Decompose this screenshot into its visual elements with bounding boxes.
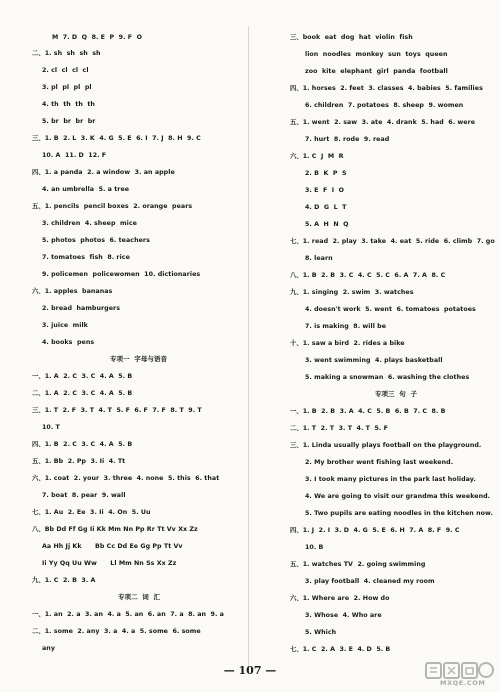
answer-line: 五、1. pencils pencil boxes 2. orange pears xyxy=(32,203,193,210)
answer-line: 7. is making 8. will be xyxy=(305,323,387,330)
answer-line: 8. learn xyxy=(305,255,333,262)
answer-line: 9. policemen policewomen 10. dictionaries xyxy=(42,271,201,278)
answer-line: 3. I took many pictures in the park last holiday. xyxy=(305,476,476,483)
column-divider xyxy=(248,26,249,666)
answer-line: 九、1. singing 2. swim 3. watches xyxy=(290,289,414,296)
answer-line: 3. Whose 4. Who are xyxy=(305,612,382,619)
answer-line: 一、1. B 2. B 3. A 4. C 5. B 6. B 7. C 8. B xyxy=(290,408,446,415)
answer-line: 三、1. T 2. F 3. T 4. T 5. F 6. F 7. F 8. T 9. T xyxy=(32,407,202,414)
answer-line: 八、Bb Dd Ff Gg Ii Kk Mm Nn Pp Rr Tt Vv Xx Zz xyxy=(32,526,198,533)
answer-line: 六、1. apples bananas xyxy=(32,288,113,295)
answer-line: 七、1. Au 2. Ee 3. Ii 4. On 5. Uu xyxy=(32,509,151,516)
answer-line: 4. books pens xyxy=(42,339,95,346)
answer-line: 4. th th th th xyxy=(42,101,95,108)
answer-line: 6. children 7. potatoes 8. sheep 9. women xyxy=(305,102,464,109)
answer-line: 一、1. an 2. a 3. an 4. a 5. an 6. an 7. a 8. an 9. a xyxy=(32,611,224,618)
answer-line: 三、book eat dog hat violin fish xyxy=(290,34,413,41)
answer-line: 5. Which xyxy=(305,629,337,636)
answer-line: Ii Yy Qq Uu Ww Ll Mm Nn Ss Xx Zz xyxy=(42,560,177,567)
answer-line: 三、1. B 2. L 3. K 4. G 5. E 6. I 7. J 8. H 9. C xyxy=(32,135,201,142)
watermark-text: MXQE.COM xyxy=(440,679,486,687)
answer-line: 二、1. A 2. C 3. C 4. A 5. B xyxy=(32,390,133,397)
page-number: — 107 — xyxy=(223,664,277,677)
answer-line: 10. T xyxy=(42,424,60,431)
answer-line: 3. E F I O xyxy=(305,187,345,194)
answer-line: 4. doesn't work 5. went 6. tomatoes potatoes xyxy=(305,306,476,313)
answer-line: 四、1. B 2. C 3. C 4. A 5. B xyxy=(32,441,133,448)
answer-line: 八、1. B 2. B 3. C 4. C 5. C 6. A 7. A 8. C xyxy=(290,272,446,279)
margin-mark: · xyxy=(486,289,488,295)
answer-line: 六、1. coat 2. your 3. three 4. none 5. this 6. that xyxy=(32,475,220,482)
answer-line: 十、1. saw a bird 2. rides a bike xyxy=(290,340,405,347)
answer-line: 2. bread hamburgers xyxy=(42,305,121,312)
answer-line: zoo kite elephant girl panda football xyxy=(305,68,448,75)
answer-line: 2. My brother went fishing last weekend. xyxy=(305,459,454,466)
answer-line: 一、1. A 2. C 3. C 4. A 5. B xyxy=(32,373,133,380)
answer-line: 七、1. C 2. A 3. E 4. D 5. B xyxy=(290,646,391,653)
answer-line: M 7. D Q 8. E P 9. F O xyxy=(52,34,143,41)
answer-line: 3. children 4. sheep mice xyxy=(42,220,137,227)
answer-line: 五、1. watches TV 2. going swimming xyxy=(290,561,426,568)
answer-line: 10. A 11. D 12. F xyxy=(42,152,107,159)
answer-line: 二、1. sh sh sh sh xyxy=(32,50,101,57)
answer-line: 七、1. read 2. play 3. take 4. eat 5. ride 6. climb 7. go xyxy=(290,238,495,245)
answer-line: 5. making a snowman 6. washing the clothes xyxy=(305,374,470,381)
answer-line: 五、1. Bb 2. Pp 3. Ii 4. Tt xyxy=(32,458,126,465)
answer-line: 7. hurt 8. rode 9. read xyxy=(305,136,390,143)
answer-line: 五、1. went 2. saw 3. ate 4. drank 5. had 6. were xyxy=(290,119,476,126)
section-title: 专项三 句 子 xyxy=(375,390,418,398)
answer-line: 2. cl cl cl cl xyxy=(42,67,89,74)
answer-line: 5. Two pupils are eating noodles in the kitchen now. xyxy=(305,510,493,517)
left-answer-column xyxy=(0,0,250,691)
answer-line: 4. an umbrella 5. a tree xyxy=(42,186,130,193)
answer-line: 4. D G L T xyxy=(305,204,347,211)
answer-line: 3. play football 4. cleaned my room xyxy=(305,578,435,585)
answer-line: 四、1. a panda 2. a window 3. an apple xyxy=(32,169,175,176)
answer-line: 7. tomatoes fish 8. rice xyxy=(42,254,130,261)
answer-line: 九、1. C 2. B 3. A xyxy=(32,577,96,584)
answer-line: 2. B K P S xyxy=(305,170,347,177)
answer-line: any xyxy=(42,645,55,652)
answer-line: Aa Hh Jj Kk Bb Cc Dd Ee Gg Pp Tt Vv xyxy=(42,543,183,550)
answer-line: 3. went swimming 4. plays basketball xyxy=(305,357,443,364)
answer-line: 3. pl pl pl pl xyxy=(42,84,92,91)
answer-line: 5. br br br br xyxy=(42,118,96,125)
answer-line: 二、1. T 2. T 3. T 4. T 5. F xyxy=(290,425,388,432)
margin-mark: · xyxy=(486,323,488,329)
answer-line: 四、1. horses 2. feet 3. classes 4. babies 5. families xyxy=(290,85,483,92)
answer-line: 3. juice milk xyxy=(42,322,88,329)
answer-line: 10. B xyxy=(305,544,324,551)
answer-line: 二、1. some 2. any 3. a 4. a 5. some 6. some xyxy=(32,628,201,635)
section-title: 专项二 词 汇 xyxy=(118,593,161,601)
answer-line: 4. We are going to visit our grandma this weekend. xyxy=(305,493,491,500)
answer-line: 5. A H N Q xyxy=(305,221,349,228)
answer-line: 5. photos photos 6. teachers xyxy=(42,237,150,244)
answer-line: lion noodles monkey sun toys queen xyxy=(305,51,448,58)
section-title: 专项一 字母与语音 xyxy=(110,355,168,363)
right-answer-column xyxy=(250,0,500,691)
answer-line: 六、1. Where are 2. How do xyxy=(290,595,390,602)
answer-line: 三、1. Linda usually plays football on the playground. xyxy=(290,442,482,449)
answer-line: 7. boat 8. pear 9. wall xyxy=(42,492,126,499)
answer-line: 六、1. C J M R xyxy=(290,153,344,160)
answer-line: 四、1. J 2. I 3. D 4. G 5. E 6. H 7. A 8. F 9. C xyxy=(290,527,460,534)
